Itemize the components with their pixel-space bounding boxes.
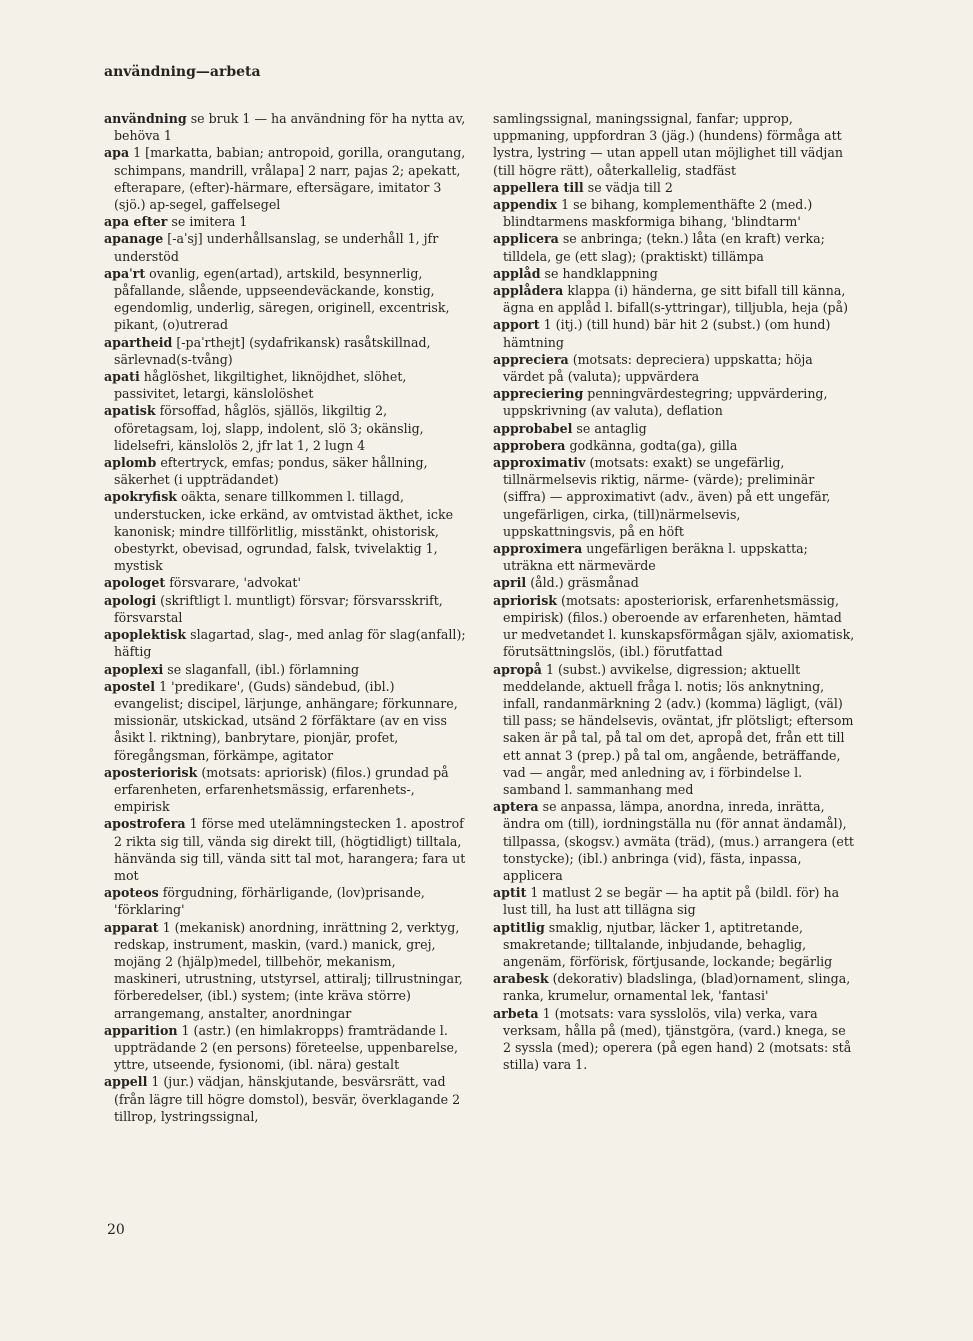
- entry-definition: (motsats: exakt) se ungefärlig, tillnärmelsevis riktig, närme- (värde); preliminär (siffra) — approximativt (adv., även) på ett ungefär, ungefärligen, cirka, (till)närmelsevis, uppskattningsvis, på en höft: [503, 455, 831, 539]
- entry-headword: apostel: [104, 678, 156, 694]
- dictionary-entry: [104, 815, 466, 884]
- entry-definition: klappa (i) händerna, ge sitt bifall till känna, ägna en applåd l. bifall(s-yttringar), tilljubla, heja (på): [503, 283, 849, 316]
- entry-definition: 1 se bihang, komplementhäfte 2 (med.) blindtarmens maskformiga bihang, 'blindtarm': [503, 197, 813, 230]
- entry-definition: samlingssignal, maningssignal, fanfar; upprop, uppmaning, uppfordran 3 (jäg.) (hundens) förmåga att lystra, lystring — utan appell utan möjlighet till vädjan (till högre rätt), oåterkallelig, stadfäst: [493, 111, 843, 178]
- dictionary-entry: [104, 213, 466, 230]
- entry-headword: apostrofera: [104, 816, 186, 832]
- entry-definition: ovanlig, egen(artad), artskild, besynnerlig, påfallande, slående, uppseendeväckande, konstig, egendomlig, underlig, säregen, originell, excentrisk, pikant, (o)utrerad: [114, 265, 450, 333]
- dictionary-entry: [104, 592, 466, 626]
- entry-headword: apa: [104, 145, 130, 161]
- entry-definition: 1 (subst.) avvikelse, digression; aktuellt meddelande, aktuell fråga l. notis; lös anknytning, infall, randanmärkning 2 (adv.) (komma) lägligt, (väl) till pass; se händelsevis, oväntat, jfr plötsligt; eftersom saken är på tal, på tal om det, apropå det, från ett till ett annat 3 (prep.) på tal om, angående, beträffande, vad — angår, med anledning av, i förbindelse l. samband l. sammanhang med: [503, 661, 854, 797]
- entry-definition: försoffad, håglös, själlös, likgiltig 2, oföretagsam, loj, slapp, indolent, slö 3; okänslig, lidelsefri, känslolös 2, jfr lat 1, 2 lugn 4: [114, 403, 424, 453]
- left-column: [104, 110, 466, 1125]
- entry-headword: arbeta: [493, 1005, 539, 1021]
- dictionary-entry: [104, 661, 466, 678]
- entry-headword: appreciering: [493, 386, 584, 402]
- page-number: 20: [107, 1222, 125, 1238]
- dictionary-entry: [493, 454, 855, 540]
- entry-definition: försvarare, 'advokat': [169, 575, 301, 591]
- entry-definition: se handklappning: [544, 265, 658, 281]
- dictionary-entry: [493, 282, 855, 316]
- entry-definition: håglöshet, likgiltighet, liknöjdhet, slöhet, passivitet, letargi, känslolöshet: [114, 369, 407, 402]
- dictionary-entry: [104, 764, 466, 816]
- entry-headword: apati: [104, 369, 140, 385]
- entry-definition: se bruk 1 — ha användning för ha nytta av, behöva 1: [114, 111, 466, 144]
- entry-headword: approximativ: [493, 455, 586, 471]
- entry-headword: aposteriorisk: [104, 764, 198, 780]
- entry-definition: smaklig, njutbar, läcker 1, aptitretande, smakretande; tilltalande, inbjudande, behaglig, angenäm, förförisk, förtjusande, lockande; begärlig: [503, 919, 833, 969]
- entry-definition: (motsats: aposteriorisk, erfarenhetsmässig, empirisk) (filos.) oberoende av erfarenheten, hämtad ur medvetandet l. kunskapsförmågan själv, axiomatisk, förutsättningslös, (ibl.) förutfattad: [503, 592, 855, 660]
- dictionary-entry: [493, 661, 855, 799]
- entry-headword: apparition: [104, 1022, 178, 1038]
- entry-headword: apokryfisk: [104, 489, 178, 505]
- entry-definition: godkänna, godta(ga), gilla: [569, 437, 738, 453]
- entry-headword: apartheid: [104, 334, 173, 350]
- entry-headword: april: [493, 575, 527, 591]
- dictionary-entry: [104, 488, 466, 574]
- entry-definition: eftertryck, emfas; pondus, säker hållning, säkerhet (i uppträdandet): [114, 455, 428, 488]
- entry-headword: approbera: [493, 437, 566, 453]
- dictionary-entry: [493, 316, 855, 350]
- entry-headword: användning: [104, 111, 187, 126]
- dictionary-entry: [104, 368, 466, 402]
- entry-definition: ungefärligen beräkna l. uppskatta; uträkna ett närmevärde: [503, 541, 808, 574]
- entry-definition: (motsats: depreciera) uppskatta; höja värdet på (valuta); uppvärdera: [503, 351, 813, 385]
- entry-headword: apoplexi: [104, 661, 164, 677]
- entry-definition: penningvärdestegring; uppvärdering, uppskrivning (av valuta), deflation: [503, 386, 828, 419]
- entry-definition: 1 'predikare', (Guds) sändebud, (ibl.) evangelist; discipel, lärjunge, anhängare; förkunnare, missionär, utskickad, utsänd 2 förfäktare (av en viss åsikt l. riktning), banbrytare, pionjär, profet, föregångsman, förkämpe, agitator: [114, 678, 458, 763]
- entry-definition: 1 (motsats: vara sysslolös, vila) verka, vara verksam, hålla på (med), tjänstgöra, (vard.) knega, se 2 syssla (med); operera (på egen hand) 2 (motsats: stå stilla) vara 1.: [503, 1005, 852, 1073]
- dictionary-entry: [104, 919, 466, 1022]
- dictionary-entry: [104, 402, 466, 454]
- entry-definition: förgudning, förhärligande, (lov)prisande, 'förklaring': [114, 885, 425, 918]
- entry-definition: 1 matlust 2 se begär — ha aptit på (bildl. för) ha lust till, ha lust att tillägna sig: [503, 885, 840, 918]
- entry-definition: se slaganfall, (ibl.) förlamning: [167, 661, 360, 677]
- entry-headword: apa efter: [104, 214, 168, 230]
- entry-headword: apaˈrt: [104, 265, 146, 281]
- dictionary-entry: [493, 592, 855, 661]
- entry-definition: 1 (itj.) (till hund) bär hit 2 (subst.) (om hund) hämtning: [503, 317, 831, 350]
- dictionary-entry: [493, 970, 855, 1004]
- entry-definition: 1 (mekanisk) anordning, inrättning 2, verktyg, redskap, instrument, maskin, (vard.) manick, grej, mojäng 2 (hjälp)medel, tillbehör, mekanism, maskineri, utrustning, utstyrsel, attiralj; tillrustningar, förberedelser, (ibl.) system; (inte kräva större) arrangemang, anstalter, anordningar: [114, 919, 463, 1021]
- entry-headword: apparat: [104, 919, 159, 935]
- dictionary-entry: [493, 385, 855, 419]
- dictionary-entry: [104, 144, 466, 213]
- entry-definition: se antaglig: [576, 420, 647, 436]
- entry-definition: se anpassa, lämpa, anordna, inreda, inrätta, ändra om (till), iordningställa nu (för annat ändamål), tillpassa, (skogsv.) avmäta (träd), (mus.) arrangera (ett tonstycke); (ibl.) anbringa (vid), fästa, inpassa, applicera: [503, 799, 854, 883]
- dictionary-entry: [493, 798, 855, 884]
- dictionary-entry: [493, 230, 855, 264]
- entry-definition: 1 [markatta, babian; antropoid, gorilla, orangutang, schimpans, mandrill, vrålapa] 2 narr, pajas 2; apekatt, efterapare, (efter)-härmare, eftersägare, imitator 3 (sjö.) ap-segel, gaffelsegel: [114, 145, 466, 213]
- entry-headword: applådera: [493, 283, 564, 299]
- entry-headword: applicera: [493, 231, 559, 247]
- entry-headword: apoplektisk: [104, 627, 187, 643]
- dictionary-entry: [104, 454, 466, 488]
- dictionary-entry: [493, 265, 855, 282]
- dictionary-entry: [104, 574, 466, 591]
- dictionary-entry: [493, 540, 855, 574]
- entry-definition: slagartad, slag-, med anlag för slag(anfall); häftig: [114, 627, 466, 660]
- dictionary-entry: [104, 334, 466, 368]
- entry-definition: (åld.) gräsmånad: [530, 575, 639, 591]
- entry-headword: apoteos: [104, 885, 159, 901]
- entry-definition: oäkta, senare tillkommen l. tillagd, understucken, icke erkänd, av omtvistad äkthet, icke kanonisk; mindre tillförlitlig, misstänkt, ohistorisk, obestyrkt, obevisad, ogrundad, falsk, tvivelaktig 1, mystisk: [114, 489, 454, 574]
- entry-headword: apologet: [104, 575, 166, 591]
- entry-definition: [-paˈrthejt] (sydafrikansk) rasåtskillnad, särlevnad(s-tvång): [114, 334, 431, 367]
- entry-headword: aptera: [493, 799, 539, 815]
- entry-headword: apologi: [104, 592, 157, 608]
- entry-definition: (motsats: apriorisk) (filos.) grundad på erfarenheten, erfarenhetsmässig, erfarenhets-, empirisk: [114, 764, 449, 815]
- right-column: [493, 110, 855, 1073]
- entry-definition: [-aˈsj] underhållsanslag, se underhåll 1, jfr understöd: [114, 231, 439, 264]
- entry-headword: approximera: [493, 541, 583, 557]
- entry-headword: appreciera: [493, 351, 569, 367]
- entry-headword: approbabel: [493, 420, 573, 436]
- dictionary-entry: [104, 110, 466, 144]
- dictionary-entry: [104, 1022, 466, 1074]
- entry-headword: apriorisk: [493, 592, 558, 608]
- entry-headword: apport: [493, 317, 540, 333]
- dictionary-entry: [104, 884, 466, 918]
- dictionary-entry: [493, 437, 855, 454]
- dictionary-entry: [104, 678, 466, 764]
- entry-definition: se imitera 1: [171, 214, 248, 230]
- dictionary-entry: [493, 179, 855, 196]
- running-head: användning—arbeta: [104, 64, 261, 80]
- entry-headword: apanage: [104, 231, 164, 247]
- dictionary-entry: [104, 626, 466, 660]
- dictionary-entry: [493, 919, 855, 971]
- entry-definition: 1 (jur.) vädjan, hänskjutande, besvärsrätt, vad (från lägre till högre domstol), besvär, överklagande 2 tillrop, lystringssignal,: [114, 1074, 461, 1124]
- entry-definition: se anbringa; (tekn.) låta (en kraft) verka; tilldela, ge (ett slag); (praktiskt) tillämpa: [503, 231, 825, 264]
- entry-definition: (skriftligt l. muntligt) försvar; försvarsskrift, försvarstal: [114, 592, 443, 625]
- entry-headword: aptit: [493, 885, 527, 901]
- entry-definition: (dekorativ) bladslinga, (blad)ornament, slinga, ranka, krumelur, ornamental lek, 'fantasi': [503, 971, 851, 1004]
- entry-definition: 1 (astr.) (en himlakropps) framträdande l. uppträdande 2 (en persons) företeelse, uppenbarelse, yttre, utseende, fysionomi, (ibl. nära) gestalt: [114, 1022, 459, 1073]
- dictionary-entry: [493, 196, 855, 230]
- dictionary-entry: [104, 265, 466, 334]
- dictionary-entry: [104, 230, 466, 264]
- dictionary-entry: [104, 1073, 466, 1125]
- entry-headword: applåd: [493, 265, 541, 281]
- entry-headword: arabesk: [493, 971, 549, 987]
- entry-headword: appellera till: [493, 179, 584, 195]
- dictionary-entry: [493, 351, 855, 385]
- entry-definition: 1 förse med utelämningstecken 1. apostrof 2 rikta sig till, vända sig direkt till, (högtidligt) tilltala, hänvända sig till, vända sitt tal mot, harangera; fara ut mot: [114, 816, 466, 883]
- entry-headword: appell: [104, 1074, 148, 1090]
- entry-definition: se vädja till 2: [587, 179, 673, 195]
- dictionary-entry: [493, 110, 855, 179]
- entry-headword: aptitlig: [493, 919, 545, 935]
- dictionary-entry: [493, 884, 855, 918]
- dictionary-entry: [493, 1005, 855, 1074]
- entry-headword: appendix: [493, 197, 558, 213]
- dictionary-entry: [493, 420, 855, 437]
- dictionary-entry: [493, 574, 855, 591]
- entry-headword: apropå: [493, 661, 542, 677]
- entry-headword: aplomb: [104, 455, 157, 471]
- entry-headword: apatisk: [104, 403, 156, 419]
